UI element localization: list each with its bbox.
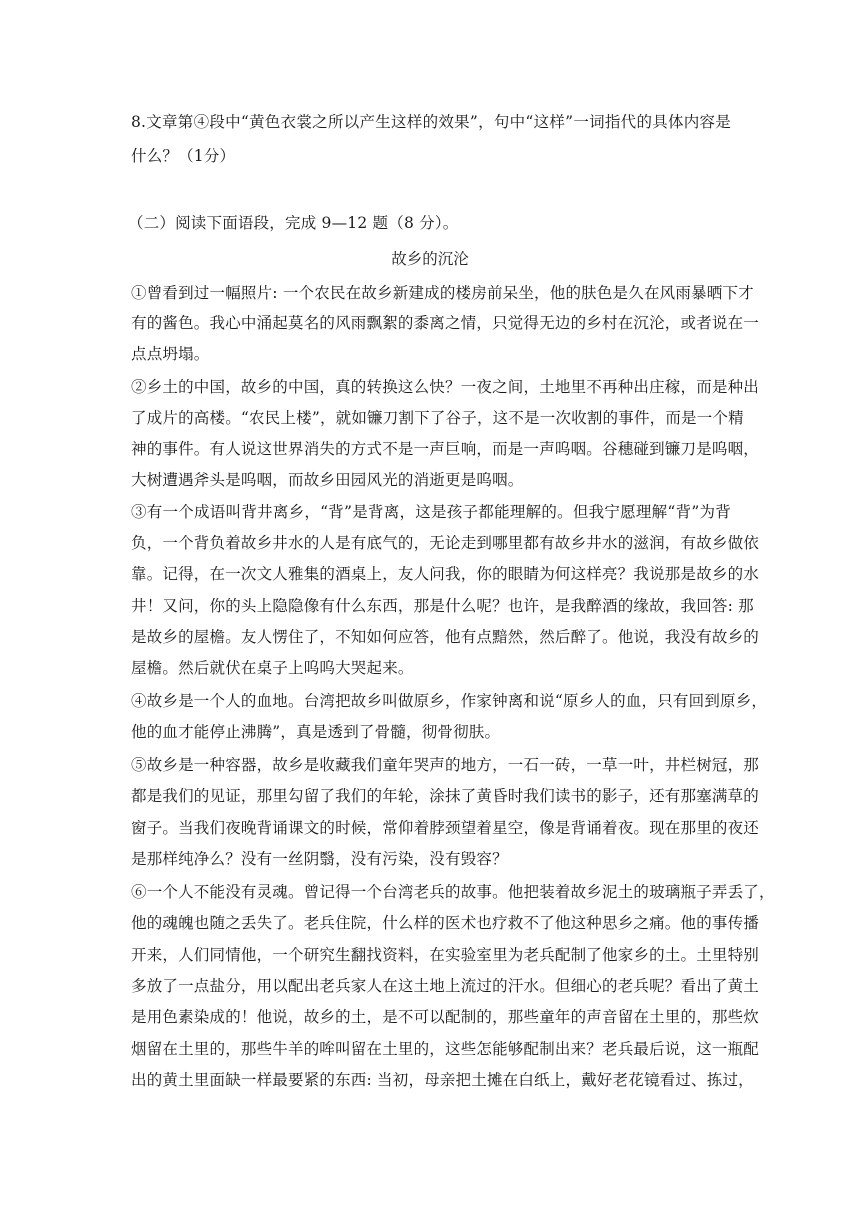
article-line: 大树遭遇斧头是呜咽，而故乡田园风光的消逝更是呜咽。 [131,471,524,489]
article-line: 靠。记得，在一次文人雅集的酒桌上，友人问我，你的眼睛为何这样亮？我说那是故乡的水 [131,565,760,583]
section-heading: （二）阅读下面语段，完成 9—12 题（8 分）。 [128,214,459,232]
article-line: 负，一个背负着故乡井水的人是有底气的，无论走到哪里都有故乡井水的滋润，有故乡做依 [131,534,760,552]
article-line: 是故乡的屋檐。友人愣住了，不知如何应答，他有点黯然，然后醉了。他说，我没有故乡的 [131,628,760,646]
article-line: ①曾看到过一幅照片: 一个农民在故乡新建成的楼房前呆坐，他的肤色是久在风雨暴晒下才 [131,284,754,302]
article-line: 出的黄土里面缺一样最要紧的东西: 当初，母亲把土摊在白纸上，戴好老花镜看过、拣过， [131,1071,754,1089]
article-line: 窗子。当我们夜晚背诵课文的时候，常仰着脖颈望着星空，像是背诵着夜。现在那里的夜还 [131,819,760,837]
article-line: 点点坍塌。 [131,345,210,363]
article-line: 他的血才能停止沸腾”，真是透到了骨髓，彻骨彻肤。 [131,723,501,741]
article-line: ④故乡是一个人的血地。台湾把故乡叫做原乡，作家钟离和说“原乡人的血，只有回到原乡， [131,692,768,710]
article-line: 他的魂魄也随之丢失了。老兵住院，什么样的医术也疗救不了他这种思乡之痛。他的事传播 [131,914,760,932]
article-line: 了成片的高楼。“农民上楼”，就如镰刀割下了谷子，这不是一次收割的事件，而是一个精 [131,409,744,427]
article-line: 屋檐。然后就伏在桌子上呜呜大哭起来。 [131,659,414,677]
article-line: 是用色素染成的！他说，故乡的土，是不可以配制的，那些童年的声音留在土里的，那些炊 [131,1008,760,1026]
article-line: ②乡土的中国，故乡的中国，真的转换这么快？一夜之间，土地里不再种出庄稼，而是种出 [131,378,760,396]
question-8-line-1: 8.文章第④段中“黄色衣裳之所以产生这样的效果”，句中“这样”一词指代的具体内容是 [131,113,731,131]
article-line: ⑤故乡是一种容器，故乡是收藏我们童年哭声的地方，一石一砖，一草一叶，井栏树冠，那 [131,756,760,774]
article-line: 开来，人们同情他，一个研究生翻找资料，在实验室里为老兵配制了他家乡的土。土里特别 [131,946,760,964]
article-line: 井！又问，你的头上隐隐像有什么东西，那是什么呢？也许，是我醉酒的缘故，我回答: 那 [131,597,754,615]
question-8-line-2: 什么？（1分） [131,147,236,165]
article-line: 是那样纯净么？没有一丝阴翳，没有污染，没有毁容？ [131,850,508,868]
article-line: 神的事件。有人说这世界消失的方式不是一声巨响，而是一声呜咽。谷穗碰到镰刀是呜咽， [131,440,760,458]
article-line: ③有一个成语叫背井离乡，“背”是背离，这是孩子都能理解的。但我宁愿理解“背”为背 [131,503,731,521]
article-title: 故乡的沉沦 [391,250,469,268]
article-line: ⑥一个人不能没有灵魂。曾记得一个台湾老兵的故事。他把装着故乡泥土的玻璃瓶子弄丢了， [131,883,775,901]
article-line: 都是我们的见证，那里勾留了我们的年轮，涂抹了黄昏时我们读书的影子，还有那塞满草的 [131,787,760,805]
article-line: 烟留在土里的，那些牛羊的哞叫留在土里的，这些怎能够配制出来？老兵最后说，这一瓶配 [131,1040,760,1058]
article-line: 有的酱色。我心中涌起莫名的风雨飘絮的黍离之情，只觉得无边的乡村在沉沦，或者说在一 [131,314,760,332]
article-line: 多放了一点盐分，用以配出老兵家人在这土地上流过的汗水。但细心的老兵呢？看出了黄土 [131,977,760,995]
